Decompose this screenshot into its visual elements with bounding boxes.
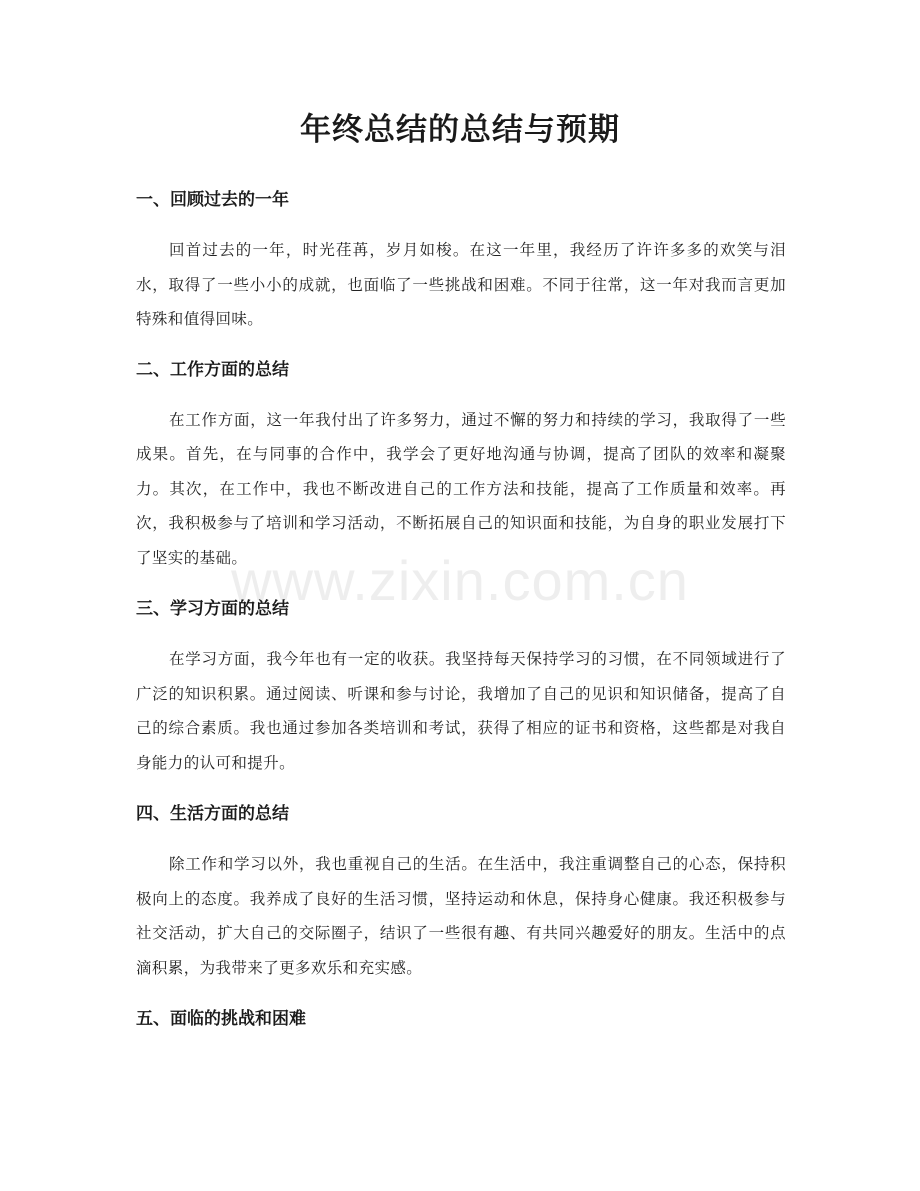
section-heading: 三、学习方面的总结 <box>136 599 289 619</box>
section-paragraph: 回首过去的一年，时光荏苒，岁月如梭。在这一年里，我经历了许许多多的欢笑与泪水，取得了一些小小的成就，也面临了一些挑战和困难。不同于往常，这一年对我而言更加特殊和值得回味。 <box>136 241 786 328</box>
section-heading: 四、生活方面的总结 <box>136 804 289 824</box>
section-heading: 一、回顾过去的一年 <box>136 190 289 210</box>
section-heading: 五、面临的挑战和困难 <box>136 1009 306 1029</box>
document-title: 年终总结的总结与预期 <box>300 112 620 148</box>
document-body <box>136 185 786 1034</box>
section-review <box>136 185 786 337</box>
section-paragraph: 除工作和学习以外，我也重视自己的生活。在生活中，我注重调整自己的心态，保持积极向上的态度。我养成了良好的生活习惯，坚持运动和休息，保持身心健康。我还积极参与社交活动，扩大自己的交际圈子，结识了一些很有趣、有共同兴趣爱好的朋友。生活中的点滴积累，为我带来了更多欢乐和充实感。 <box>136 855 786 977</box>
section-paragraph: 在工作方面，这一年我付出了许多努力，通过不懈的努力和持续的学习，我取得了一些成果。首先，在与同事的合作中，我学会了更好地沟通与协调，提高了团队的效率和凝聚力。其次，在工作中，我也不断改进自己的工作方法和技能，提高了工作质量和效率。再次，我积极参与了培训和学习活动，不断拓展自己的知识面和技能，为自身的职业发展打下了坚实的基础。 <box>136 410 786 567</box>
section-challenges <box>136 1004 786 1034</box>
section-life <box>136 799 786 985</box>
section-work <box>136 355 786 576</box>
section-paragraph: 在学习方面，我今年也有一定的收获。我坚持每天保持学习的习惯，在不同领域进行了广泛的知识积累。通过阅读、听课和参与讨论，我增加了自己的见识和知识储备，提高了自己的综合素质。我也通过参加各类培训和考试，获得了相应的证书和资格，这些都是对我自身能力的认可和提升。 <box>136 650 786 772</box>
watermark: www.zixin.com.cn <box>231 549 689 612</box>
section-study <box>136 594 786 780</box>
section-heading: 二、工作方面的总结 <box>136 359 289 380</box>
